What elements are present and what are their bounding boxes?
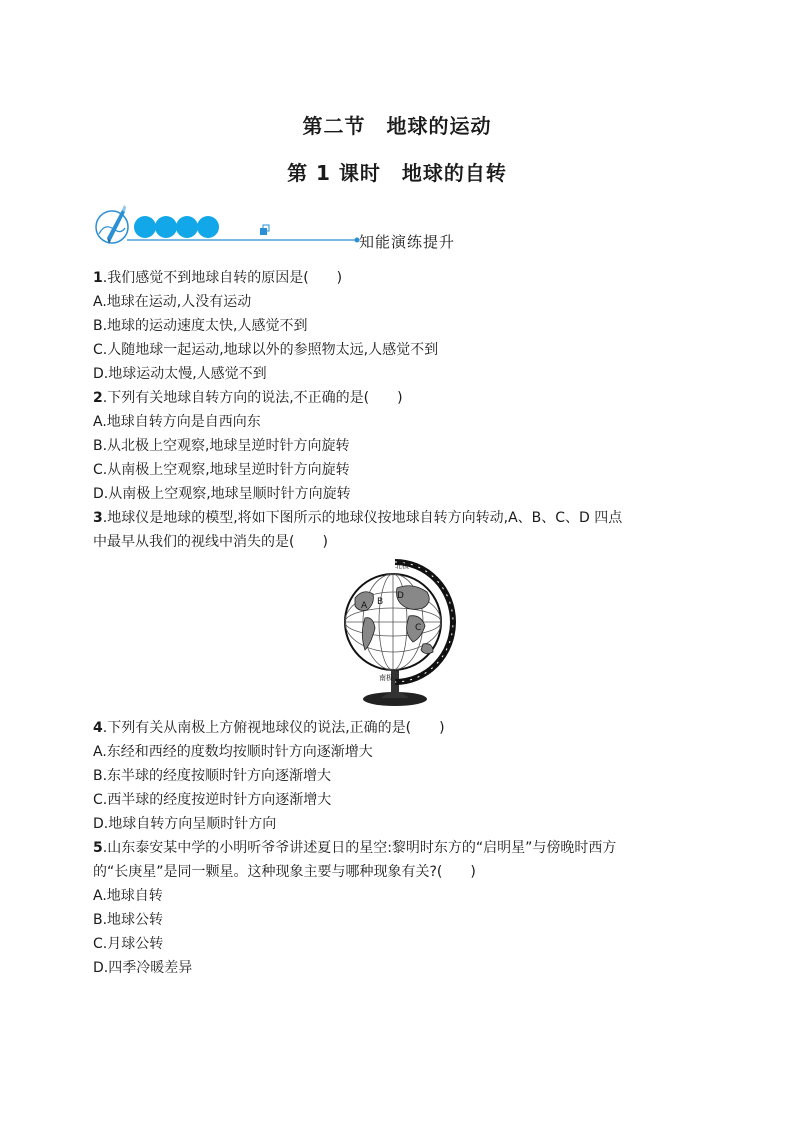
question-number: 4	[93, 720, 103, 736]
globe-figure	[93, 558, 703, 710]
question-5-option-d: D.四季冷暖差异	[93, 960, 193, 976]
question-1-option-c: C.人随地球一起运动,地球以外的参照物太远,人感觉不到	[93, 342, 439, 358]
globe-point-a: A	[361, 601, 368, 611]
question-4-option-d: D.地球自转方向呈顺时针方向	[93, 816, 277, 832]
question-text: .我们感觉不到地球自转的原因是( )	[102, 270, 343, 286]
globe-south-label: 南极	[379, 674, 393, 682]
globe-point-c: C	[415, 623, 422, 633]
question-number: 3	[93, 510, 103, 526]
question-5-option-b: B.地球公转	[93, 912, 164, 928]
question-2-option-a: A.地球自转方向是自西向东	[93, 414, 261, 430]
question-5-option-c: C.月球公转	[93, 936, 164, 952]
question-4-option-a: A.东经和西经的度数均按顺时针方向逐渐增大	[93, 744, 373, 760]
globe-point-b: B	[377, 597, 384, 607]
question-2-stem	[93, 386, 703, 410]
question-text: .山东泰安某中学的小明听爷爷讲述夏日的星空:黎明时东方的“启明星”与傍晚时西方	[102, 840, 617, 856]
question-number: 2	[93, 390, 103, 406]
lesson-title: 第 1 课时 地球的自转	[287, 161, 507, 185]
question-4-stem	[93, 716, 703, 740]
question-1-option-a: A.地球在运动,人没有运动	[93, 294, 252, 310]
banner-squares-icon	[260, 225, 269, 235]
question-1-stem	[93, 266, 703, 290]
question-3-stem	[93, 506, 703, 530]
question-3-stem-continued: 中最早从我们的视线中消失的是( )	[93, 534, 328, 550]
globe-north-label: 北极	[395, 562, 409, 570]
globe-point-d: D	[397, 591, 404, 601]
section-title: 第二节 地球的运动	[302, 114, 492, 138]
question-2-option-c: C.从南极上空观察,地球呈逆时针方向旋转	[93, 462, 350, 478]
question-2-option-b: B.从北极上空观察,地球呈逆时针方向旋转	[93, 438, 350, 454]
question-text: .下列有关地球自转方向的说法,不正确的是( )	[102, 390, 403, 406]
question-4-option-b: B.东半球的经度按顺时针方向逐渐增大	[93, 768, 332, 784]
question-2-option-d: D.从南极上空观察,地球呈顺时针方向旋转	[93, 486, 351, 502]
banner-label: 知能演练提升	[359, 233, 456, 251]
question-4-option-c: C.西半球的经度按逆时针方向逐渐增大	[93, 792, 332, 808]
question-number: 1	[93, 270, 103, 286]
question-5-stem-continued: 的“长庚星”是同一颗星。这种现象主要与哪种现象有关?( )	[93, 864, 476, 880]
question-5-option-a: A.地球自转	[93, 888, 163, 904]
question-1-option-b: B.地球的运动速度太快,人感觉不到	[93, 318, 308, 334]
globe-illustration	[335, 558, 461, 708]
question-text: .下列有关从南极上方俯视地球仪的说法,正确的是( )	[102, 720, 445, 736]
banner-dots-icon	[134, 216, 219, 238]
question-5-stem	[93, 836, 703, 860]
pen-emblem-icon	[96, 205, 128, 244]
question-list	[93, 266, 703, 980]
question-text: .地球仪是地球的模型,将如下图所示的地球仪按地球自转方向转动,A、B、C、D 四点	[102, 510, 623, 526]
question-number: 5	[93, 840, 103, 856]
question-1-option-d: D.地球运动太慢,人感觉不到	[93, 366, 267, 382]
